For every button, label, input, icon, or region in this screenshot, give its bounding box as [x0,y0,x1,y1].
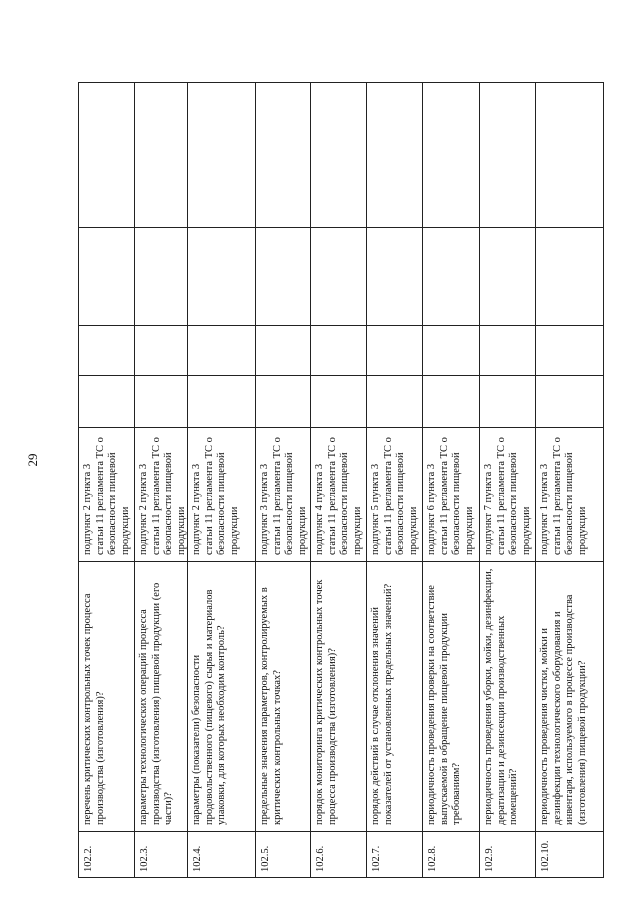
table-row [187,82,255,878]
requirement-reference: подпункт 7 пункта 3 статьи 11 регламента ТС о безопасности пищевой продукции [480,428,535,562]
item-number: 102.10. [536,832,603,878]
answer-cell-no [536,326,603,376]
item-number: 102.5. [256,832,310,878]
question-text: порядок действий в случае отклонения значений показателей от установленных предельных значений? [367,562,422,832]
answer-cell-no [256,326,310,376]
item-number: 102.8. [423,832,479,878]
answer-cell-no [423,326,479,376]
table-row [479,82,535,878]
table-row [78,82,134,878]
note-cell [135,82,187,228]
question-text: порядок мониторинга критических контрольных точек процесса производства (изготовления)? [311,562,366,832]
table-row [535,82,604,878]
requirement-reference: подпункт 2 пункта 3 статьи 11 регламента ТС о безопасности пищевой продукции [188,428,255,562]
item-number: 102.4. [188,832,255,878]
question-text: перечень критических контрольных точек процесса производства (изготовления)? [79,562,134,832]
requirement-reference: подпункт 2 пункта 3 статьи 11 регламента ТС о безопасности пищевой продукции [135,428,187,562]
item-number: 102.2. [79,832,134,878]
answer-cell-yes [423,376,479,428]
answer-cell-not-applicable [79,228,134,326]
answer-cell-no [135,326,187,376]
table-row [422,82,479,878]
note-cell [188,82,255,228]
question-text: периодичность проведения чистки, мойки и дезинфекции технологического оборудования и инвентаря, используемого в процессе производства (изготовления) пищевой продукции? [536,562,603,832]
table-row [366,82,422,878]
answer-cell-yes [256,376,310,428]
requirement-reference: подпункт 4 пункта 3 статьи 11 регламента ТС о безопасности пищевой продукции [311,428,366,562]
requirement-reference: подпункт 3 пункта 3 статьи 11 регламента ТС о безопасности пищевой продукции [256,428,310,562]
item-number: 102.9. [480,832,535,878]
table-row [255,82,310,878]
table-row [134,82,187,878]
item-number: 102.7. [367,832,422,878]
checklist-table [78,82,604,878]
answer-cell-not-applicable [135,228,187,326]
item-number: 102.3. [135,832,187,878]
answer-cell-yes [367,376,422,428]
answer-cell-yes [135,376,187,428]
answer-cell-no [367,326,422,376]
question-text: предельные значения параметров, контролируемых в критических контрольных точках? [256,562,310,832]
note-cell [367,82,422,228]
answer-cell-yes [311,376,366,428]
note-cell [256,82,310,228]
answer-cell-not-applicable [256,228,310,326]
question-text: параметры (показатели) безопасности продовольственного (пищевого) сырья и материалов упаковки, для которых необходим контроль? [188,562,255,832]
note-cell [79,82,134,228]
answer-cell-no [311,326,366,376]
answer-cell-not-applicable [423,228,479,326]
table-row [310,82,366,878]
answer-cell-yes [480,376,535,428]
item-number: 102.6. [311,832,366,878]
page-number: 29 [25,453,40,467]
answer-cell-yes [536,376,603,428]
answer-cell-no [188,326,255,376]
answer-cell-not-applicable [311,228,366,326]
note-cell [536,82,603,228]
note-cell [311,82,366,228]
answer-cell-no [480,326,535,376]
answer-cell-no [79,326,134,376]
question-text: периодичность проведения проверки на соответствие выпускаемой в обращение пищевой продукции требованиям? [423,562,479,832]
question-text: параметры технологических операций процесса производства (изготовления) пищевой продукции (его части)? [135,562,187,832]
answer-cell-not-applicable [480,228,535,326]
answer-cell-not-applicable [188,228,255,326]
answer-cell-yes [188,376,255,428]
note-cell [423,82,479,228]
answer-cell-not-applicable [536,228,603,326]
note-cell [480,82,535,228]
requirement-reference: подпункт 1 пункта 3 статьи 11 регламента ТС о безопасности пищевой продукции [536,428,603,562]
requirement-reference: подпункт 5 пункта 3 статьи 11 регламента ТС о безопасности пищевой продукции [367,428,422,562]
requirement-reference: подпункт 2 пункта 3 статьи 11 регламента ТС о безопасности пищевой продукции [79,428,134,562]
answer-cell-not-applicable [367,228,422,326]
question-text: периодичность проведения уборки, мойки, дезинфекции, дератизации и дезинсекции производственных помещений? [480,562,535,832]
answer-cell-yes [79,376,134,428]
requirement-reference: подпункт 6 пункта 3 статьи 11 регламента ТС о безопасности пищевой продукции [423,428,479,562]
